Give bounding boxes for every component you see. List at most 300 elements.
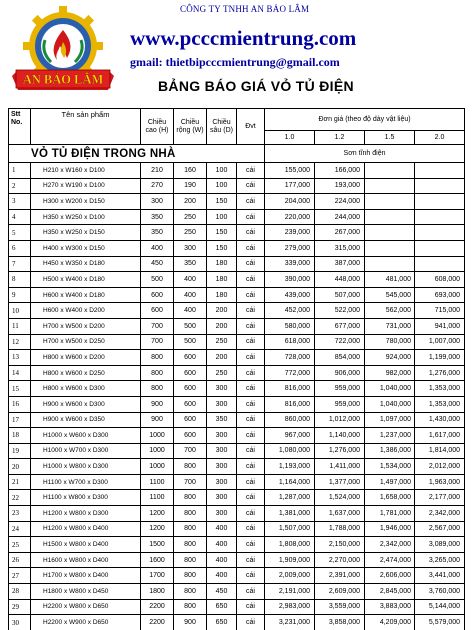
height-cell: 1200 (141, 506, 174, 522)
unit-cell: cái (237, 459, 265, 475)
product-name: H800 x W600 x D200 (31, 350, 141, 366)
width-cell: 190 (174, 178, 207, 194)
height-cell: 210 (141, 163, 174, 179)
unit-cell: cái (237, 365, 265, 381)
price-2-0-cell (415, 163, 465, 179)
table-row (9, 459, 465, 475)
price-2-0-cell: 1,353,000 (415, 381, 465, 397)
height-cell: 800 (141, 350, 174, 366)
depth-cell: 400 (207, 568, 237, 584)
table-row (9, 474, 465, 490)
price-1-0-cell: 2,983,000 (265, 599, 315, 615)
depth-cell: 180 (207, 287, 237, 303)
product-name: H1700 x W800 x D400 (31, 568, 141, 584)
width-cell: 800 (174, 552, 207, 568)
depth-cell: 250 (207, 365, 237, 381)
price-1-2-cell: 854,000 (315, 350, 365, 366)
table-row (9, 568, 465, 584)
depth-cell: 300 (207, 396, 237, 412)
width-cell: 300 (174, 240, 207, 256)
price-1-5-cell: 1,534,000 (365, 459, 415, 475)
price-1-5-cell: 1,658,000 (365, 490, 415, 506)
price-1-2-cell: 3,559,000 (315, 599, 365, 615)
depth-cell: 150 (207, 194, 237, 210)
width-cell: 500 (174, 318, 207, 334)
row-number: 1 (9, 163, 31, 179)
table-row (9, 521, 465, 537)
price-1-0-cell: 1,808,000 (265, 537, 315, 553)
price-1-2-cell: 193,000 (315, 178, 365, 194)
table-row (9, 350, 465, 366)
page-title: BẢNG BÁO GIÁ VỎ TỦ ĐIỆN (158, 78, 354, 94)
paint-label: Sơn tĩnh điện (265, 145, 465, 163)
price-1-5-cell: 2,342,000 (365, 537, 415, 553)
height-cell: 600 (141, 287, 174, 303)
product-name: H2200 x W900 x D650 (31, 615, 141, 630)
height-cell: 900 (141, 412, 174, 428)
product-name: H1600 x W800 x D400 (31, 552, 141, 568)
depth-cell: 180 (207, 256, 237, 272)
unit-cell: cái (237, 163, 265, 179)
depth-cell: 150 (207, 225, 237, 241)
price-2-0-cell: 3,089,000 (415, 537, 465, 553)
width-cell: 160 (174, 163, 207, 179)
price-1-2-cell: 2,270,000 (315, 552, 365, 568)
unit-cell: cái (237, 537, 265, 553)
unit-cell: cái (237, 428, 265, 444)
width-cell: 600 (174, 350, 207, 366)
table-row (9, 537, 465, 553)
table-row (9, 365, 465, 381)
row-number: 30 (9, 615, 31, 630)
price-1-0-cell: 339,000 (265, 256, 315, 272)
product-name: H1100 x W800 x D300 (31, 490, 141, 506)
height-cell: 800 (141, 365, 174, 381)
row-number: 8 (9, 272, 31, 288)
row-number: 7 (9, 256, 31, 272)
unit-cell: cái (237, 552, 265, 568)
price-1-0-cell: 439,000 (265, 287, 315, 303)
price-1-2-cell: 166,000 (315, 163, 365, 179)
row-number: 18 (9, 428, 31, 444)
product-name: H1800 x W800 x D450 (31, 584, 141, 600)
price-1-2-cell: 3,858,000 (315, 615, 365, 630)
depth-cell: 250 (207, 334, 237, 350)
width-cell: 400 (174, 303, 207, 319)
width-cell: 600 (174, 381, 207, 397)
price-1-5-cell (365, 178, 415, 194)
price-1-0-cell: 580,000 (265, 318, 315, 334)
unit-cell: cái (237, 240, 265, 256)
width-cell: 200 (174, 194, 207, 210)
price-2-0-cell (415, 225, 465, 241)
product-name: H800 x W600 x D250 (31, 365, 141, 381)
price-1-0-cell: 239,000 (265, 225, 315, 241)
website-link[interactable]: www.pccc​mientrung.com (130, 26, 357, 50)
width-cell: 600 (174, 396, 207, 412)
depth-cell: 450 (207, 584, 237, 600)
price-1-5-cell: 1,497,000 (365, 474, 415, 490)
price-2-0-cell (415, 256, 465, 272)
width-cell: 250 (174, 225, 207, 241)
price-1-2-cell: 959,000 (315, 396, 365, 412)
row-number: 15 (9, 381, 31, 397)
unit-cell: cái (237, 396, 265, 412)
depth-cell: 300 (207, 506, 237, 522)
product-name: H270 x W190 x D100 (31, 178, 141, 194)
row-number: 9 (9, 287, 31, 303)
width-cell: 900 (174, 615, 207, 630)
row-number: 10 (9, 303, 31, 319)
price-1-2-cell: 2,391,000 (315, 568, 365, 584)
price-1-5-cell: 4,209,000 (365, 615, 415, 630)
column-header-price: Đơn giá (theo độ dày vật liệu) (265, 109, 465, 131)
product-name: H400 x W300 x D150 (31, 240, 141, 256)
price-1-0-cell: 155,000 (265, 163, 315, 179)
depth-cell: 300 (207, 381, 237, 397)
row-number: 14 (9, 365, 31, 381)
price-1-2-cell: 1,140,000 (315, 428, 365, 444)
price-2-0-cell: 5,579,000 (415, 615, 465, 630)
depth-cell: 180 (207, 272, 237, 288)
row-number: 26 (9, 552, 31, 568)
depth-cell: 200 (207, 318, 237, 334)
row-number: 4 (9, 209, 31, 225)
height-cell: 1000 (141, 428, 174, 444)
row-number: 11 (9, 318, 31, 334)
row-number: 3 (9, 194, 31, 210)
price-1-5-cell (365, 225, 415, 241)
price-1-0-cell: 1,080,000 (265, 443, 315, 459)
price-1-5-cell: 3,883,000 (365, 599, 415, 615)
section-row (9, 145, 465, 163)
price-1-0-cell: 1,507,000 (265, 521, 315, 537)
height-cell: 600 (141, 303, 174, 319)
depth-cell: 200 (207, 350, 237, 366)
price-1-0-cell: 728,000 (265, 350, 315, 366)
width-cell: 700 (174, 443, 207, 459)
price-1-0-cell: 279,000 (265, 240, 315, 256)
price-2-0-cell: 1,007,000 (415, 334, 465, 350)
price-1-2-cell: 522,000 (315, 303, 365, 319)
unit-cell: cái (237, 350, 265, 366)
width-cell: 800 (174, 506, 207, 522)
unit-cell: cái (237, 568, 265, 584)
depth-cell: 300 (207, 474, 237, 490)
product-name: H1000 x W800 x D300 (31, 459, 141, 475)
table-row (9, 615, 465, 630)
price-2-0-cell: 1,199,000 (415, 350, 465, 366)
price-1-2-cell: 2,609,000 (315, 584, 365, 600)
price-2-0-cell: 693,000 (415, 287, 465, 303)
width-cell: 600 (174, 428, 207, 444)
price-1-5-cell: 780,000 (365, 334, 415, 350)
row-number: 19 (9, 443, 31, 459)
table-row (9, 178, 465, 194)
table-row (9, 240, 465, 256)
price-1-5-cell: 1,237,000 (365, 428, 415, 444)
price-1-5-cell: 2,606,000 (365, 568, 415, 584)
row-number: 6 (9, 240, 31, 256)
unit-cell: cái (237, 209, 265, 225)
unit-cell: cái (237, 287, 265, 303)
price-1-5-cell (365, 209, 415, 225)
header-row (9, 109, 465, 131)
unit-cell: cái (237, 506, 265, 522)
price-1-0-cell: 1,287,000 (265, 490, 315, 506)
price-1-5-cell: 562,000 (365, 303, 415, 319)
height-cell: 700 (141, 334, 174, 350)
height-cell: 1500 (141, 537, 174, 553)
product-name: H600 x W400 x D200 (31, 303, 141, 319)
column-header-width: Chiều rộng (W) (174, 109, 207, 145)
price-1-2-cell: 1,524,000 (315, 490, 365, 506)
width-cell: 800 (174, 568, 207, 584)
price-2-0-cell: 1,276,000 (415, 365, 465, 381)
width-cell: 800 (174, 584, 207, 600)
price-1-0-cell: 816,000 (265, 396, 315, 412)
price-1-0-cell: 3,231,000 (265, 615, 315, 630)
height-cell: 1600 (141, 552, 174, 568)
price-1-2-cell: 267,000 (315, 225, 365, 241)
company-name: CÔNG TY TNHH AN BẢO LÂM (180, 4, 310, 14)
price-1-0-cell: 452,000 (265, 303, 315, 319)
product-name: H1200 x W800 x D300 (31, 506, 141, 522)
price-2-0-cell (415, 209, 465, 225)
price-1-5-cell: 731,000 (365, 318, 415, 334)
width-cell: 800 (174, 490, 207, 506)
unit-cell: cái (237, 303, 265, 319)
price-1-5-cell: 1,097,000 (365, 412, 415, 428)
table-row (9, 396, 465, 412)
product-name: H2200 x W800 x D650 (31, 599, 141, 615)
price-2-0-cell (415, 240, 465, 256)
table-row (9, 318, 465, 334)
price-1-5-cell (365, 194, 415, 210)
logo-text: AN BẢO LÂM (22, 72, 104, 87)
price-1-5-cell: 2,474,000 (365, 552, 415, 568)
height-cell: 1100 (141, 490, 174, 506)
height-cell: 350 (141, 225, 174, 241)
column-header-unit: Đvt (237, 109, 265, 145)
depth-cell: 150 (207, 240, 237, 256)
price-1-0-cell: 1,909,000 (265, 552, 315, 568)
price-1-0-cell: 1,193,000 (265, 459, 315, 475)
price-2-0-cell (415, 178, 465, 194)
height-cell: 1100 (141, 474, 174, 490)
price-1-5-cell (365, 256, 415, 272)
price-1-2-cell: 1,788,000 (315, 521, 365, 537)
row-number: 5 (9, 225, 31, 241)
price-1-2-cell: 906,000 (315, 365, 365, 381)
depth-cell: 400 (207, 537, 237, 553)
price-1-5-cell: 481,000 (365, 272, 415, 288)
price-1-5-cell: 982,000 (365, 365, 415, 381)
table-row (9, 584, 465, 600)
price-1-0-cell: 860,000 (265, 412, 315, 428)
thickness-2-0: 2.0 (415, 131, 465, 145)
table-row (9, 194, 465, 210)
company-logo (8, 6, 118, 98)
price-2-0-cell: 715,000 (415, 303, 465, 319)
depth-cell: 100 (207, 163, 237, 179)
column-header-product: Tên sản phẩm (31, 109, 141, 145)
depth-cell: 300 (207, 459, 237, 475)
row-number: 2 (9, 178, 31, 194)
table-row (9, 334, 465, 350)
height-cell: 300 (141, 194, 174, 210)
width-cell: 800 (174, 459, 207, 475)
price-1-2-cell: 387,000 (315, 256, 365, 272)
row-number: 13 (9, 350, 31, 366)
table-row (9, 272, 465, 288)
table-row (9, 412, 465, 428)
depth-cell: 400 (207, 552, 237, 568)
table-row (9, 490, 465, 506)
table-row (9, 599, 465, 615)
table-row (9, 428, 465, 444)
price-2-0-cell (415, 194, 465, 210)
height-cell: 900 (141, 396, 174, 412)
unit-cell: cái (237, 178, 265, 194)
column-header-stt: Stt No. (9, 109, 31, 145)
width-cell: 800 (174, 537, 207, 553)
thickness-1-2: 1.2 (315, 131, 365, 145)
product-name: H210 x W160 x D100 (31, 163, 141, 179)
width-cell: 400 (174, 272, 207, 288)
depth-cell: 200 (207, 303, 237, 319)
product-name: H700 x W500 x D250 (31, 334, 141, 350)
unit-cell: cái (237, 256, 265, 272)
height-cell: 2200 (141, 615, 174, 630)
product-name: H1000 x W600 x D300 (31, 428, 141, 444)
width-cell: 250 (174, 209, 207, 225)
product-name: H900 x W600 x D350 (31, 412, 141, 428)
price-1-5-cell: 924,000 (365, 350, 415, 366)
table-row (9, 163, 465, 179)
price-2-0-cell: 1,617,000 (415, 428, 465, 444)
depth-cell: 100 (207, 209, 237, 225)
height-cell: 1000 (141, 459, 174, 475)
table-row (9, 443, 465, 459)
price-1-2-cell: 1,377,000 (315, 474, 365, 490)
price-1-2-cell: 959,000 (315, 381, 365, 397)
width-cell: 800 (174, 521, 207, 537)
price-1-5-cell (365, 163, 415, 179)
price-1-2-cell: 224,000 (315, 194, 365, 210)
width-cell: 350 (174, 256, 207, 272)
height-cell: 400 (141, 240, 174, 256)
row-number: 12 (9, 334, 31, 350)
height-cell: 270 (141, 178, 174, 194)
width-cell: 800 (174, 599, 207, 615)
product-name: H450 x W350 x D180 (31, 256, 141, 272)
section-title: VỎ TỦ ĐIỆN TRONG NHÀ (9, 145, 265, 163)
price-1-0-cell: 204,000 (265, 194, 315, 210)
price-2-0-cell: 941,000 (415, 318, 465, 334)
row-number: 28 (9, 584, 31, 600)
height-cell: 1800 (141, 584, 174, 600)
row-number: 21 (9, 474, 31, 490)
height-cell: 700 (141, 318, 174, 334)
price-1-0-cell: 816,000 (265, 381, 315, 397)
width-cell: 600 (174, 412, 207, 428)
price-1-5-cell: 1,040,000 (365, 396, 415, 412)
height-cell: 1700 (141, 568, 174, 584)
row-number: 23 (9, 506, 31, 522)
price-2-0-cell: 1,430,000 (415, 412, 465, 428)
price-1-2-cell: 1,411,000 (315, 459, 365, 475)
row-number: 22 (9, 490, 31, 506)
row-number: 17 (9, 412, 31, 428)
depth-cell: 650 (207, 615, 237, 630)
table-row (9, 209, 465, 225)
product-name: H350 x W250 x D100 (31, 209, 141, 225)
row-number: 29 (9, 599, 31, 615)
price-2-0-cell: 3,441,000 (415, 568, 465, 584)
price-1-2-cell: 244,000 (315, 209, 365, 225)
product-name: H500 x W400 x D180 (31, 272, 141, 288)
unit-cell: cái (237, 521, 265, 537)
table-row (9, 381, 465, 397)
thickness-1-0: 1.0 (265, 131, 315, 145)
price-1-2-cell: 507,000 (315, 287, 365, 303)
height-cell: 350 (141, 209, 174, 225)
height-cell: 1200 (141, 521, 174, 537)
width-cell: 600 (174, 365, 207, 381)
price-1-2-cell: 677,000 (315, 318, 365, 334)
price-1-0-cell: 1,381,000 (265, 506, 315, 522)
price-1-0-cell: 177,000 (265, 178, 315, 194)
unit-cell: cái (237, 584, 265, 600)
price-2-0-cell: 2,567,000 (415, 521, 465, 537)
price-2-0-cell: 1,963,000 (415, 474, 465, 490)
price-1-5-cell: 1,386,000 (365, 443, 415, 459)
price-1-2-cell: 1,012,000 (315, 412, 365, 428)
depth-cell: 100 (207, 178, 237, 194)
price-2-0-cell: 1,814,000 (415, 443, 465, 459)
price-1-5-cell (365, 240, 415, 256)
table-row (9, 225, 465, 241)
price-1-0-cell: 967,000 (265, 428, 315, 444)
price-1-5-cell: 2,845,000 (365, 584, 415, 600)
price-1-5-cell: 1,040,000 (365, 381, 415, 397)
product-name: H300 x W200 x D150 (31, 194, 141, 210)
price-1-2-cell: 448,000 (315, 272, 365, 288)
row-number: 16 (9, 396, 31, 412)
depth-cell: 350 (207, 412, 237, 428)
unit-cell: cái (237, 225, 265, 241)
price-1-2-cell: 2,150,000 (315, 537, 365, 553)
price-1-2-cell: 722,000 (315, 334, 365, 350)
price-table (8, 108, 465, 630)
depth-cell: 300 (207, 428, 237, 444)
width-cell: 500 (174, 334, 207, 350)
price-1-2-cell: 1,637,000 (315, 506, 365, 522)
depth-cell: 650 (207, 599, 237, 615)
product-name: H600 x W400 x D180 (31, 287, 141, 303)
price-1-5-cell: 545,000 (365, 287, 415, 303)
price-2-0-cell: 3,760,000 (415, 584, 465, 600)
column-header-depth: Chiều sâu (D) (207, 109, 237, 145)
product-name: H1100 x W700 x D300 (31, 474, 141, 490)
product-name: H350 x W250 x D150 (31, 225, 141, 241)
product-name: H1500 x W800 x D400 (31, 537, 141, 553)
width-cell: 400 (174, 287, 207, 303)
unit-cell: cái (237, 334, 265, 350)
unit-cell: cái (237, 599, 265, 615)
width-cell: 700 (174, 474, 207, 490)
